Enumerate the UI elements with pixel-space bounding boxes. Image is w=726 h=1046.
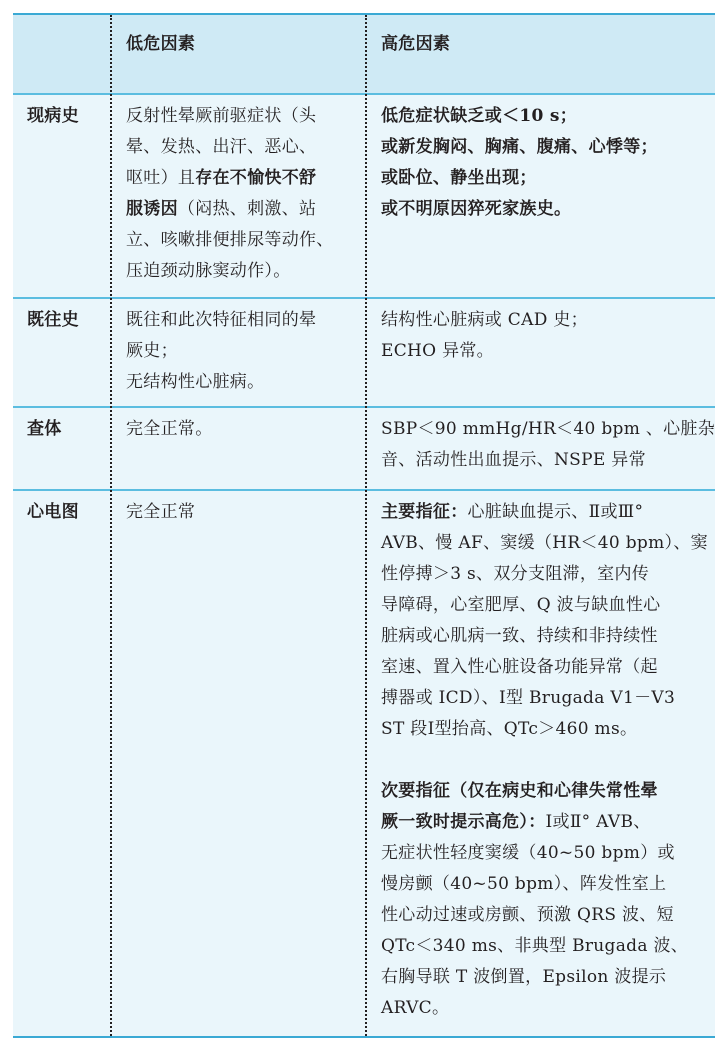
text-span: Ⅰ或Ⅱ° AVB、 — [545, 812, 651, 832]
header-high-risk: 高危因素 — [381, 34, 451, 54]
minor-criteria-title: 次要指征（仅在病史和心律失常性晕 — [381, 781, 658, 801]
row-label-physical-exam: 查体 — [27, 419, 62, 439]
text-line: 性停搏＞3 s、双分支阻滞，室内传 — [381, 564, 650, 584]
text-line — [126, 194, 361, 225]
major-criteria-title: 主要指征： — [381, 502, 468, 522]
text-line: 音、活动性出血提示、NSPE 异常 — [381, 450, 646, 470]
physical-exam-high-cell — [381, 414, 716, 476]
text-line: ECHO 异常。 — [381, 341, 494, 361]
ecg-high-cell — [381, 497, 713, 1024]
row-divider — [13, 406, 715, 408]
ecg-low-cell — [126, 497, 361, 528]
text-line: 室速、置入性心脏设备功能异常（起 — [381, 657, 658, 677]
text-line: 右胸导联 T 波倒置，Epsilon 波提示 — [381, 967, 667, 987]
text-span: 呕吐）且 — [126, 168, 196, 188]
text-line — [126, 163, 361, 194]
physical-exam-low-cell — [126, 414, 361, 445]
text-line: 导障碍，心室肥厚、Q 波与缺血性心 — [381, 595, 661, 615]
table-header-row — [13, 15, 715, 93]
text-line: 或卧位、静坐出现； — [381, 168, 537, 188]
row-label-present-history: 现病史 — [27, 106, 79, 126]
text-line — [381, 807, 713, 838]
row-label-past-history: 既往史 — [27, 310, 79, 330]
header-low-risk: 低危因素 — [126, 34, 196, 54]
text-line: 结构性心脏病或 CAD 史； — [381, 310, 588, 330]
paragraph-gap — [381, 745, 713, 776]
text-line: 完全正常 — [126, 502, 196, 522]
text-line: QTc＜340 ms、非典型 Brugada 波、 — [381, 936, 689, 956]
text-line: 脏病或心肌病一致、持续和非持续性 — [381, 626, 658, 646]
text-line — [381, 497, 713, 528]
present-history-high-cell — [381, 101, 711, 225]
text-line: 厥史； — [126, 341, 178, 361]
text-line: 无结构性心脏病。 — [126, 372, 265, 392]
text-line: SBP＜90 mmHg/HR＜40 bpm 、心脏杂 — [381, 419, 716, 439]
text-line: ARVC。 — [381, 998, 450, 1018]
text-line: 性心动过速或房颤、预激 QRS 波、短 — [381, 905, 674, 925]
text-line: 或不明原因猝死家族史。 — [381, 199, 572, 219]
text-line: 既往和此次特征相同的晕 — [126, 310, 317, 330]
bold-text: 存在不愉快不舒 — [195, 168, 317, 188]
text-line: 反射性晕厥前驱症状（头 — [126, 106, 317, 126]
row-divider — [13, 489, 715, 491]
past-history-high-cell — [381, 305, 711, 367]
text-line: 无症状性轻度窦缓（40~50 bpm）或 — [381, 843, 675, 863]
present-history-low-cell — [126, 101, 361, 287]
text-line: AVB、慢 AF、窦缓（HR＜40 bpm）、窦 — [381, 533, 708, 553]
column-divider — [110, 15, 112, 1036]
text-line: 或新发胸闷、胸痛、腹痛、心悸等； — [381, 137, 658, 157]
minor-criteria-title-end: 厥一致时提示高危）： — [381, 812, 546, 832]
text-line: ST 段Ⅰ型抬高、QTc＞460 ms。 — [381, 719, 638, 739]
row-label-ecg: 心电图 — [27, 502, 79, 522]
column-divider — [365, 15, 367, 1036]
text-line: 完全正常。 — [126, 419, 213, 439]
text-line: 慢房颤（40~50 bpm）、阵发性室上 — [381, 874, 667, 894]
text-line: 低危症状缺乏或＜10 s； — [381, 106, 578, 126]
row-divider — [13, 93, 715, 95]
risk-factor-table — [13, 13, 715, 1038]
past-history-low-cell — [126, 305, 361, 398]
text-line: 搏器或 ICD）、Ⅰ型 Brugada V1－V3 — [381, 688, 676, 708]
row-divider — [13, 297, 715, 299]
text-line: 立、咳嗽排便排尿等动作、 — [126, 230, 334, 250]
bold-text: 服诱因 — [126, 199, 178, 219]
text-line: 晕、发热、出汗、恶心、 — [126, 137, 317, 157]
text-span: （闷热、刺激、站 — [177, 199, 317, 219]
text-line: 压迫颈动脉窦动作）。 — [126, 261, 291, 281]
text-span: 心脏缺血提示、Ⅱ或Ⅲ° — [467, 502, 644, 522]
